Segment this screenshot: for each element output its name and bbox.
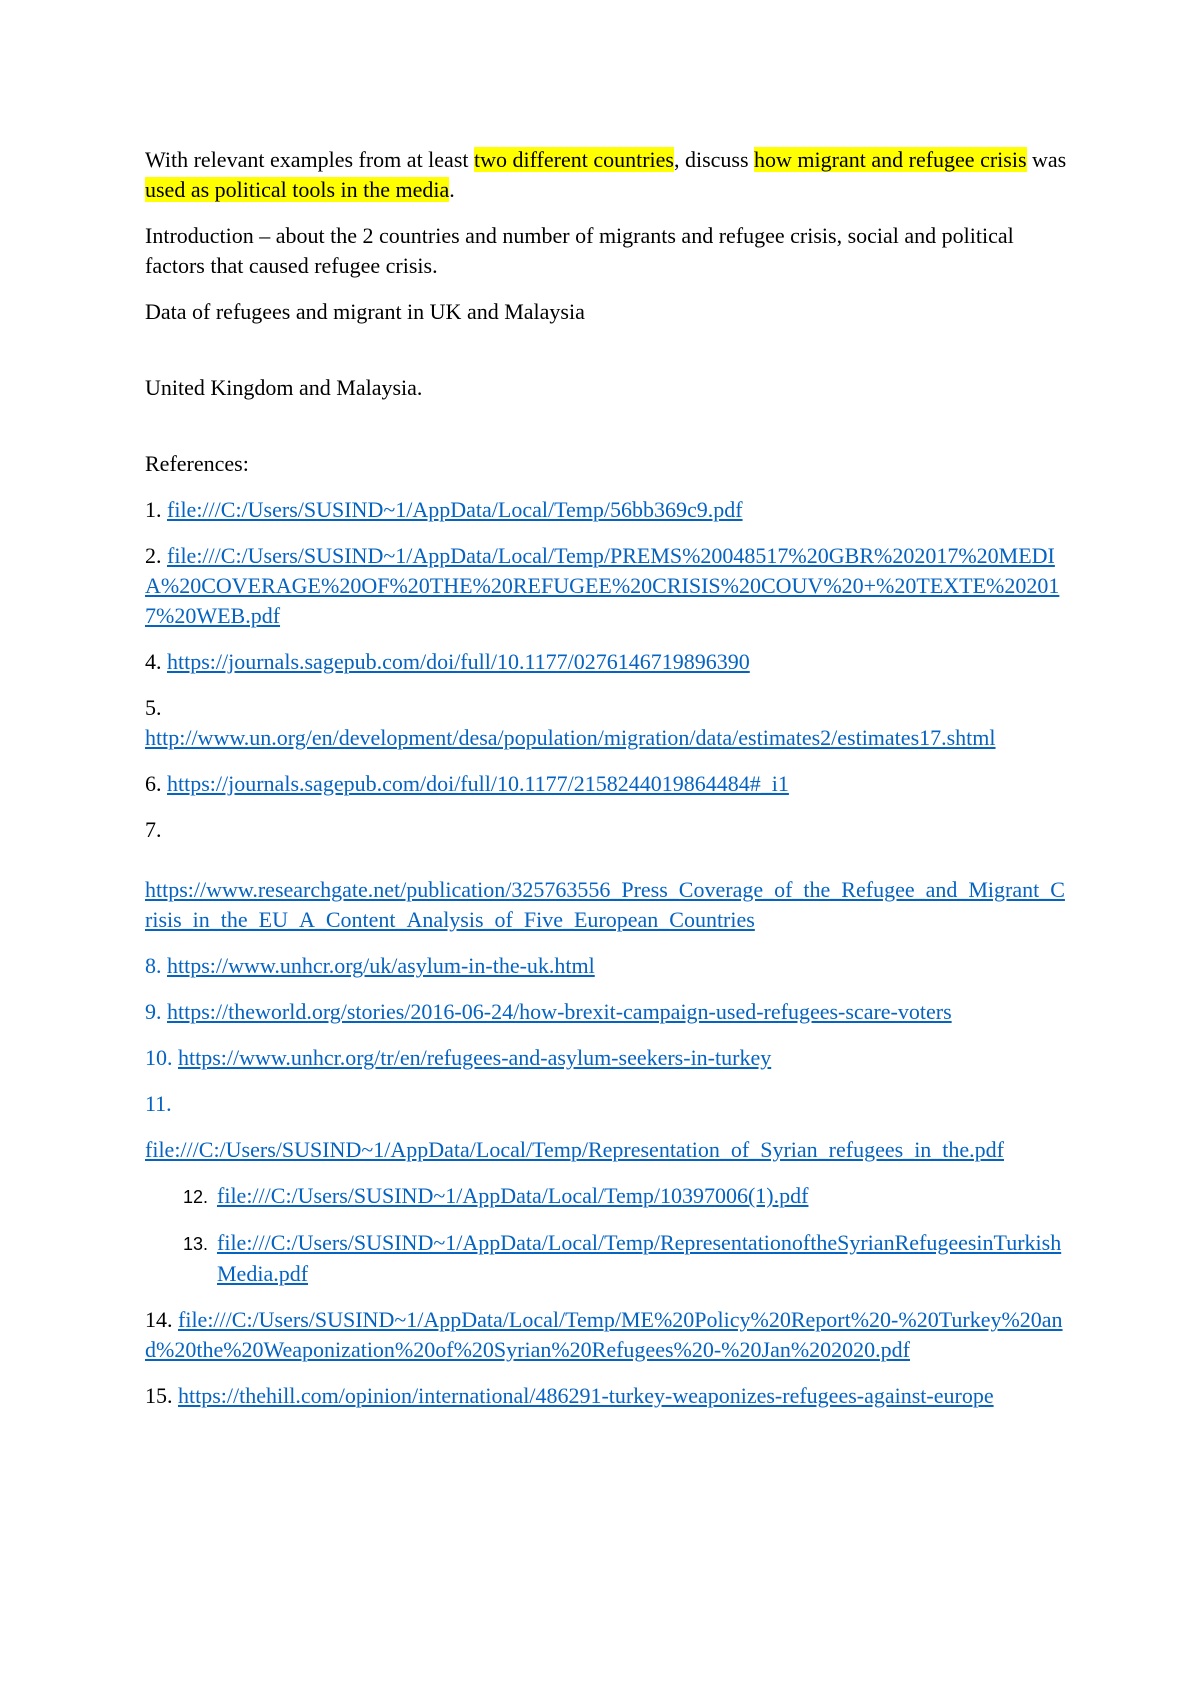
- reference-link[interactable]: https://journals.sagepub.com/doi/full/10.1177/2158244019864484#_i1: [167, 771, 789, 796]
- reference-number: 13.: [183, 1234, 209, 1254]
- reference-item: [145, 1181, 1070, 1212]
- document-body: [145, 145, 1070, 1427]
- reference-number: 12.: [183, 1187, 209, 1207]
- reference-item: [145, 1381, 1070, 1411]
- references-heading: References:: [145, 451, 249, 476]
- reference-link[interactable]: file:///C:/Users/SUSIND~1/AppData/Local/Temp/Representation_of_Syrian_refugees_in_the.pdf: [145, 1137, 1005, 1162]
- blank-line: [145, 343, 1070, 373]
- reference-item: [145, 541, 1070, 631]
- reference-number: 11.: [145, 1091, 172, 1116]
- reference-item: [145, 769, 1070, 799]
- reference-item: [145, 951, 1070, 981]
- highlight-two-countries: two different countries: [474, 147, 674, 172]
- reference-item: [145, 693, 1070, 753]
- reference-item: [145, 1305, 1070, 1365]
- reference-number: 2.: [145, 543, 162, 568]
- reference-item: [145, 647, 1070, 677]
- reference-link[interactable]: file:///C:/Users/SUSIND~1/AppData/Local/Temp/ME%20Policy%20Report%20-%20Turkey%20and%20the%20Weaponization%20of%20Syrian%20Refugees%20-%20Jan%202020.pdf: [145, 1307, 1063, 1362]
- reference-item: [145, 1089, 1070, 1119]
- blank-line: [145, 419, 1070, 449]
- reference-item: [145, 997, 1070, 1027]
- reference-link[interactable]: https://thehill.com/opinion/international/486291-turkey-weaponizes-refugees-against-europe: [178, 1383, 994, 1408]
- reference-link[interactable]: file:///C:/Users/SUSIND~1/AppData/Local/Temp/56bb369c9.pdf: [167, 497, 743, 522]
- question-text-4: .: [449, 177, 455, 202]
- reference-item: [145, 1228, 1070, 1289]
- question-text-2: , discuss: [673, 147, 755, 172]
- highlight-migrant-crisis: how migrant and refugee crisis: [754, 147, 1027, 172]
- reference-number: 10.: [145, 1045, 173, 1070]
- data-paragraph: Data of refugees and migrant in UK and Malaysia: [145, 299, 585, 324]
- reference-number: 5.: [145, 695, 162, 720]
- reference-link[interactable]: https://theworld.org/stories/2016-06-24/how-brexit-campaign-used-refugees-scare-voters: [167, 999, 952, 1024]
- reference-item-continued: [145, 1135, 1070, 1165]
- reference-number: 7.: [145, 817, 162, 842]
- reference-link[interactable]: file:///C:/Users/SUSIND~1/AppData/Local/Temp/10397006(1).pdf: [217, 1183, 809, 1208]
- highlight-political-tools: used as political tools in the media: [145, 177, 450, 202]
- reference-item: [145, 815, 1070, 935]
- question-paragraph: [145, 145, 1070, 205]
- reference-link[interactable]: https://www.unhcr.org/tr/en/refugees-and-asylum-seekers-in-turkey: [178, 1045, 772, 1070]
- reference-link[interactable]: https://www.unhcr.org/uk/asylum-in-the-uk.html: [167, 953, 595, 978]
- question-text-1: With relevant examples from at least: [145, 147, 474, 172]
- question-text-3: was: [1026, 147, 1067, 172]
- reference-number: 6.: [145, 771, 162, 796]
- reference-number: 9.: [145, 999, 162, 1024]
- reference-link[interactable]: https://www.researchgate.net/publication/325763556_Press_Coverage_of_the_Refugee_and_Migrant_Crisis_in_the_EU_A_Content_Analysis_of_Five_European_Countries: [145, 877, 1065, 932]
- reference-link[interactable]: file:///C:/Users/SUSIND~1/AppData/Local/Temp/RepresentationoftheSyrianRefugeesinTurkishMedia.pdf: [217, 1230, 1062, 1286]
- reference-link[interactable]: file:///C:/Users/SUSIND~1/AppData/Local/Temp/PREMS%20048517%20GBR%202017%20MEDIA%20COVERAGE%20OF%20THE%20REFUGEE%20CRISIS%20COUV%20+%20TEXTE%202017%20WEB.pdf: [145, 543, 1060, 628]
- reference-number: 1.: [145, 497, 162, 522]
- reference-number: 15.: [145, 1383, 173, 1408]
- introduction-paragraph: Introduction – about the 2 countries and number of migrants and refugee crisis, social and political factors that caused refugee crisis.: [145, 223, 1014, 278]
- reference-number: 14.: [145, 1307, 173, 1332]
- reference-item: [145, 1043, 1070, 1073]
- reference-number: 4.: [145, 649, 162, 674]
- reference-item: [145, 495, 1070, 525]
- reference-number: 8.: [145, 953, 162, 978]
- reference-link[interactable]: https://journals.sagepub.com/doi/full/10.1177/0276146719896390: [167, 649, 750, 674]
- reference-link[interactable]: http://www.un.org/en/development/desa/population/migration/data/estimates2/estimates17.shtml: [145, 725, 996, 750]
- countries-paragraph: United Kingdom and Malaysia.: [145, 375, 423, 400]
